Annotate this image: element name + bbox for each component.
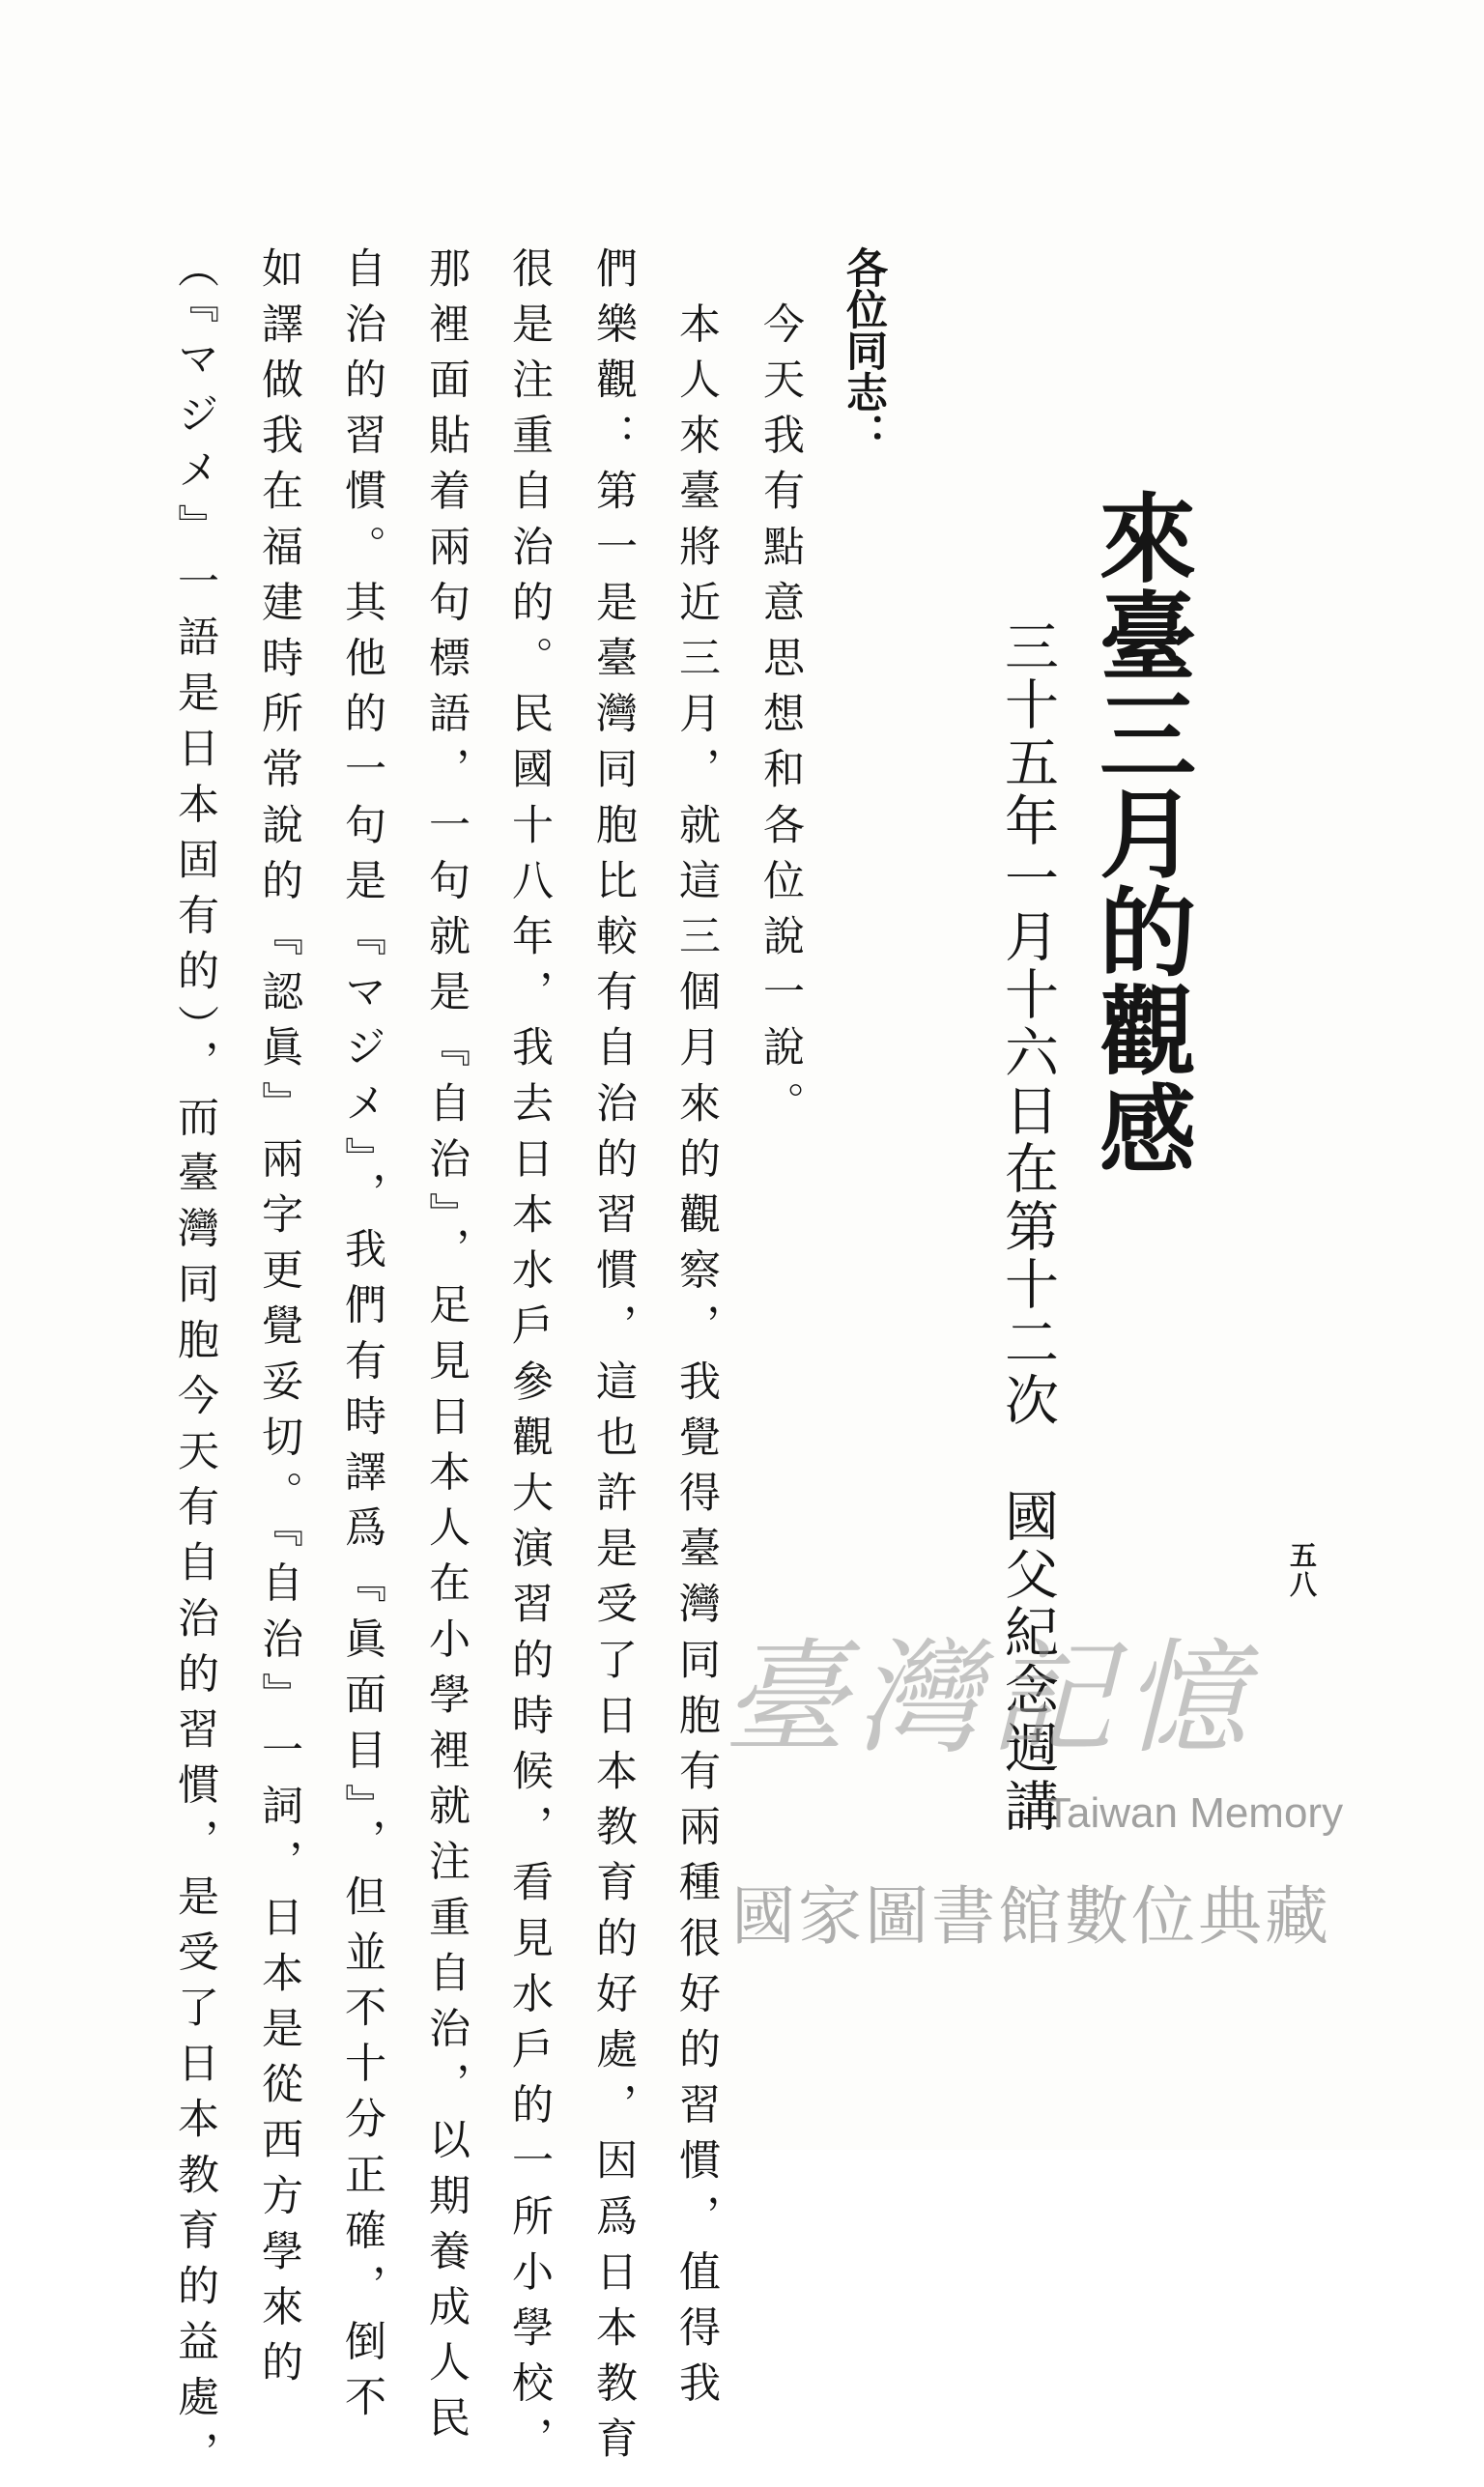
- body-line: 們樂觀：第一是臺灣同胞比較有自治的習慣，這也許是受了日本教育的好處，因爲日本教育: [589, 246, 638, 2473]
- watermark-logo: 臺灣記憶: [723, 1627, 1257, 1771]
- body-line: 今天我有點意思想和各位說一說。: [756, 246, 805, 1137]
- body-line: 自治的習慣。其他的一句是『マジメ』，我們有時譯爲『眞面目』，但並不十分正確，倒不: [338, 246, 386, 2431]
- watermark-english: Taiwan Memory: [1045, 1789, 1344, 1837]
- body-line: 那裡面貼着兩句標語，一句就是『自治』，足見日本人在小學裡就注重自治，以期養成人民: [422, 246, 471, 2452]
- article-title: 來臺三月的觀感: [1083, 488, 1197, 1178]
- body-line: （『マジメ』一語是日本固有的），而臺灣同胞今天有自治的習慣，是受了日本教育的益處，: [171, 246, 219, 2487]
- salutation: 各位同志：: [840, 246, 888, 454]
- body-line: 本人來臺將近三月，就這三個月來的觀察，我覺得臺灣同胞有兩種很好的習慣，值得我: [672, 246, 721, 2417]
- dateline: 三十五年一月十六日在第十二次 國父紀念週講: [996, 618, 1059, 1836]
- body-line: 如譯做我在福建時所常說的『認眞』兩字更覺妥切。『自治』一詞，日本是從西方學來的: [255, 246, 303, 2396]
- page-number: 五八: [1286, 1541, 1318, 1599]
- watermark-chinese: 國家圖書館數位典藏: [731, 1880, 1331, 1952]
- body-line: 很是注重自治的。民國十八年，我去日本水戶參觀大演習的時候，看見水戶的一所小學校，: [505, 246, 554, 2473]
